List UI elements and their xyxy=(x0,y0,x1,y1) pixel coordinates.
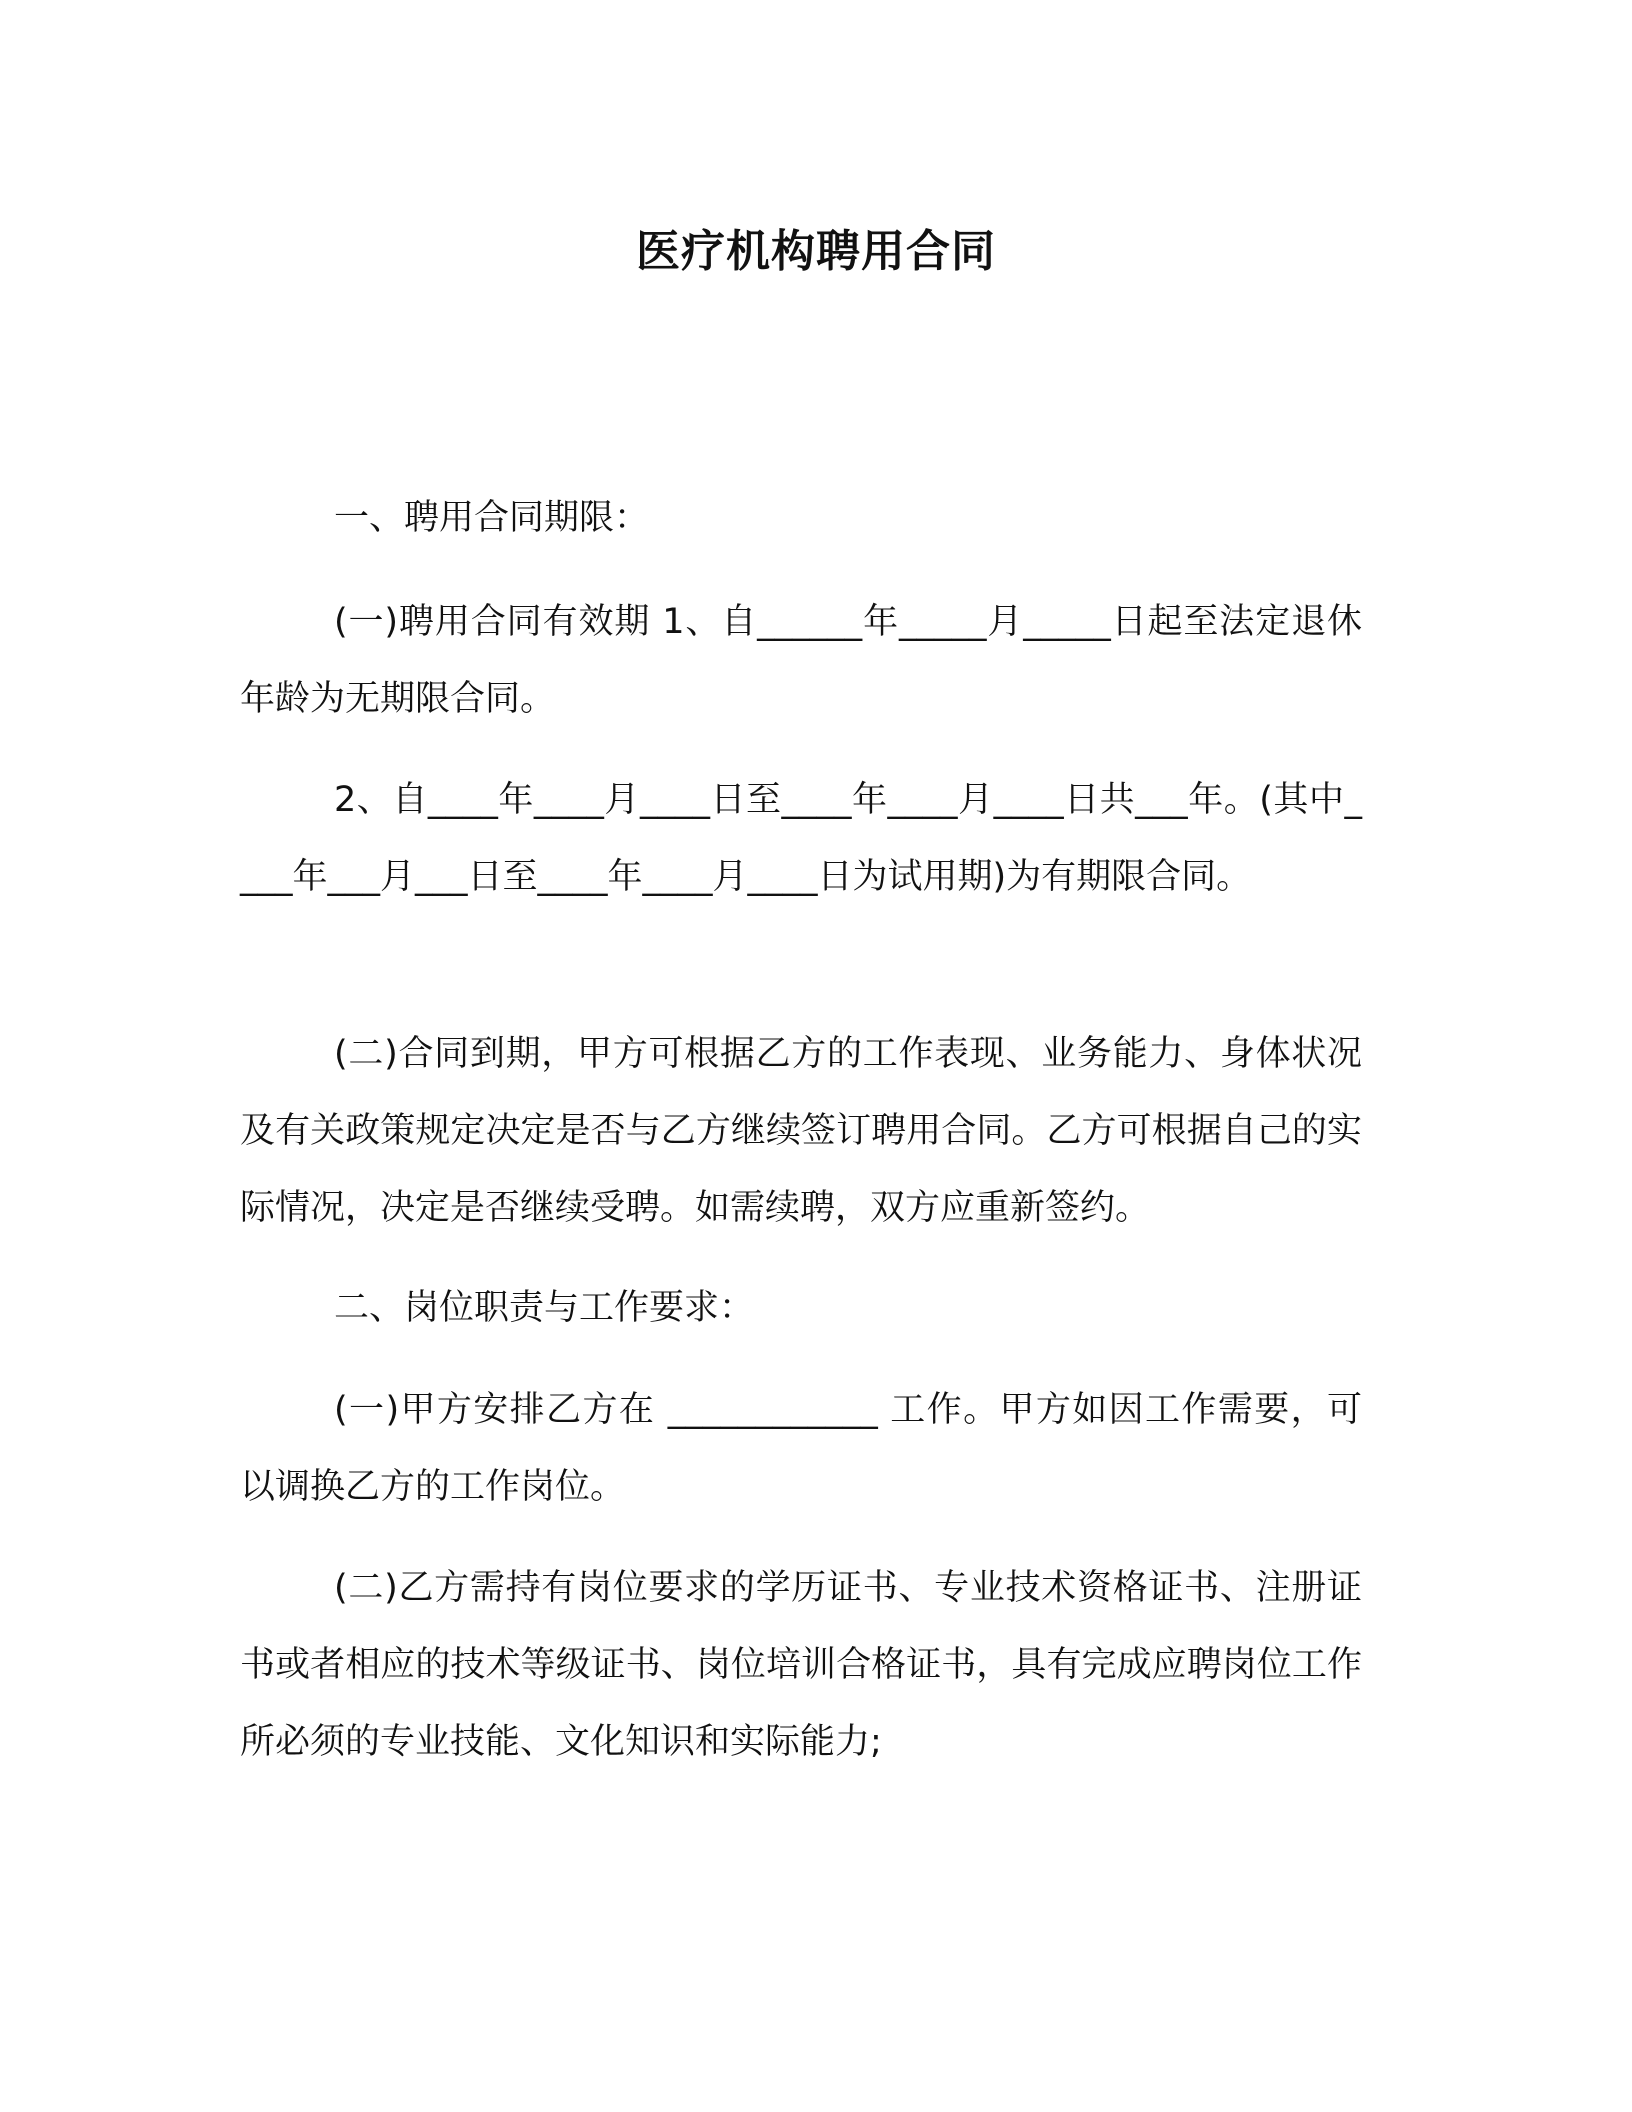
paragraph-contract-renewal: (二)合同到期，甲方可根据乙方的工作表现、业务能力、身体状况及有关政策规定决定是否与乙方继续签订聘用合同。乙方可根据自己的实际情况，决定是否继续受聘。如需续聘，双方应重新签约。 xyxy=(240,1034,1362,1228)
document-title: 医疗机构聘用合同 xyxy=(636,226,996,277)
paragraph-term-indefinite: (一)聘用合同有效期 1、自______年_____月_____日起至法定退休年龄为无期限合同。 xyxy=(240,602,1362,719)
paragraph-term-fixed: 2、自____年____月____日至____年____月____日共___年。(其中____年___月___日至____年____月____日为试用期)为有期限合同。 xyxy=(240,780,1362,897)
section-heading-term: 一、聘用合同期限： xyxy=(334,498,650,538)
paragraph-job-assignment: (一)甲方安排乙方在 ____________ 工作。甲方如因工作需要，可以调换乙方的工作岗位。 xyxy=(240,1390,1362,1507)
section-heading-duties: 二、岗位职责与工作要求： xyxy=(334,1288,755,1328)
paragraph-qualifications: (二)乙方需持有岗位要求的学历证书、专业技术资格证书、注册证书或者相应的技术等级证书、岗位培训合格证书，具有完成应聘岗位工作所必须的专业技能、文化知识和实际能力; xyxy=(240,1568,1362,1762)
